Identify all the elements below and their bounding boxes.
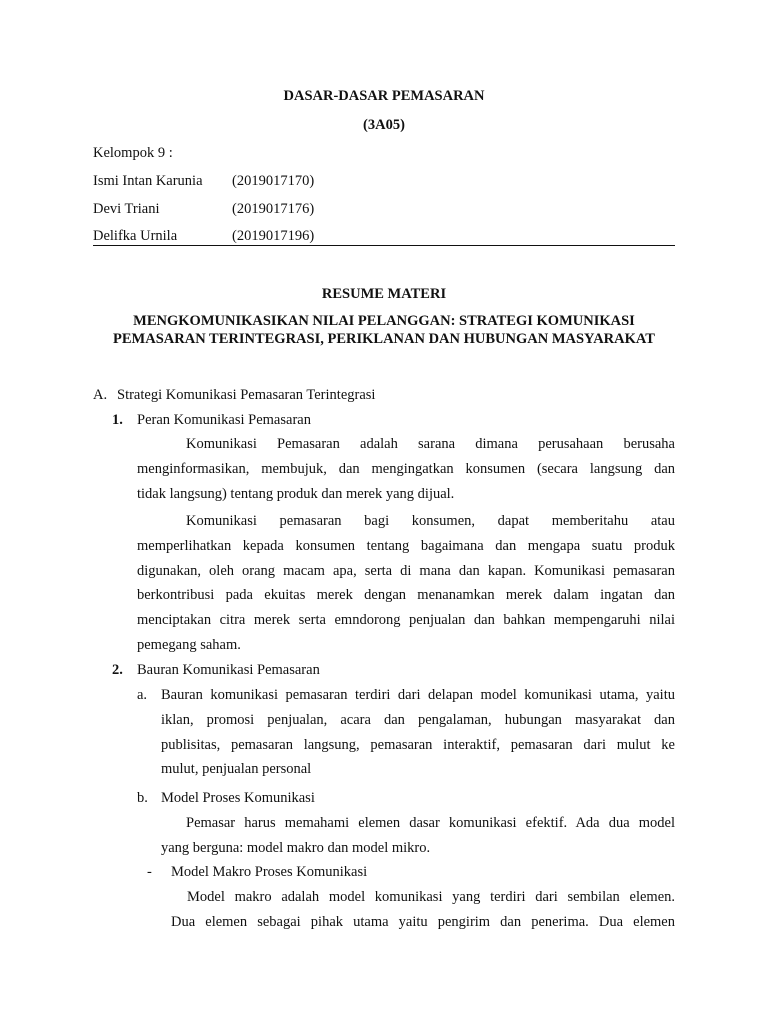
item-2-marker: 2. [112, 662, 123, 678]
paragraph-line: tidak langsung) tentang produk dan merek yang dijual. [137, 485, 455, 502]
section-a-title: Strategi Komunikasi Pemasaran Terintegrasi [117, 387, 376, 403]
class-code: (3A05) [363, 117, 405, 133]
member-name: Devi Triani [93, 201, 160, 217]
header-divider [93, 245, 675, 246]
paragraph-line: pemegang saham. [137, 636, 241, 653]
paragraph-line: Pemasar harus memahami elemen dasar komunikasi efektif. Ada dua model [186, 815, 675, 831]
paragraph-line: yang berguna: model makro dan model mikro. [161, 839, 431, 856]
member-name: Delifka Urnila [93, 228, 178, 244]
dash-marker: - [147, 864, 152, 880]
paragraph-line: Komunikasi Pemasaran adalah sarana dimana perusahaan berusaha [186, 436, 675, 452]
item-1-title: Peran Komunikasi Pemasaran [137, 412, 311, 428]
item-2-title: Bauran Komunikasi Pemasaran [137, 662, 320, 678]
paragraph-line: digunakan, oleh orang macam apa, serta di mana dan kapan. Komunikasi pemasaran [137, 562, 675, 579]
sub-b-paragraph [161, 811, 675, 861]
item-1-paragraph-1 [137, 432, 675, 506]
paragraph-line: Dua elemen sebagai pihak utama yaitu pengirim dan penerima. Dua elemen [171, 913, 675, 930]
document-title: DASAR-DASAR PEMASARAN [283, 88, 485, 104]
resume-heading: RESUME MATERI [321, 286, 447, 302]
paragraph-line: berkontribusi pada ekuitas merek dengan menanamkan merek dalam ingatan dan [137, 587, 675, 604]
member-name: Ismi Intan Karunia [93, 173, 203, 189]
paragraph-line: menginformasikan, membujuk, dan mengingatkan konsumen (secara langsung dan [137, 460, 675, 477]
paragraph-line: Komunikasi pemasaran bagi konsumen, dapat memberitahu atau [186, 513, 675, 529]
paragraph-line: Model makro adalah model komunikasi yang terdiri dari sembilan elemen. [187, 889, 675, 905]
resume-subtitle-line2: PEMASARAN TERINTEGRASI, PERIKLANAN DAN HUBUNGAN MASYARAKAT [113, 331, 655, 347]
sub-a-marker: a. [137, 687, 148, 703]
paragraph-line: publisitas, pemasaran langsung, pemasaran interaktif, pemasaran dari mulut ke [161, 736, 675, 753]
sub-b-marker: b. [137, 790, 148, 806]
member-id: (2019017196) [232, 228, 315, 244]
paragraph-line: memperlihatkan kepada konsumen tentang bagaimana dan mengapa suatu produk [137, 537, 675, 554]
paragraph-line: Bauran komunikasi pemasaran terdiri dari delapan model komunikasi utama, yaitu [161, 687, 675, 703]
paragraph-line: mulut, penjualan personal [161, 761, 312, 778]
item-1-marker: 1. [112, 412, 123, 428]
resume-subtitle-line1: MENGKOMUNIKASIKAN NILAI PELANGGAN: STRATEGI KOMUNIKASI [133, 313, 635, 329]
dash-paragraph [171, 885, 675, 935]
paragraph-line: menciptakan citra merek serta emndorong penjualan dan bahkan mempengaruhi nilai [137, 612, 675, 629]
paragraph-line: iklan, promosi penjualan, acara dan pengalaman, hubungan masyarakat dan [161, 711, 675, 728]
sub-b-title: Model Proses Komunikasi [161, 790, 315, 806]
item-1-paragraph-2 [137, 509, 675, 658]
member-id: (2019017176) [232, 201, 315, 217]
section-a-marker: A. [93, 387, 108, 403]
sub-a-paragraph [161, 683, 675, 782]
dash-title: Model Makro Proses Komunikasi [171, 864, 368, 880]
group-label: Kelompok 9 : [93, 145, 173, 161]
member-id: (2019017170) [232, 173, 315, 189]
